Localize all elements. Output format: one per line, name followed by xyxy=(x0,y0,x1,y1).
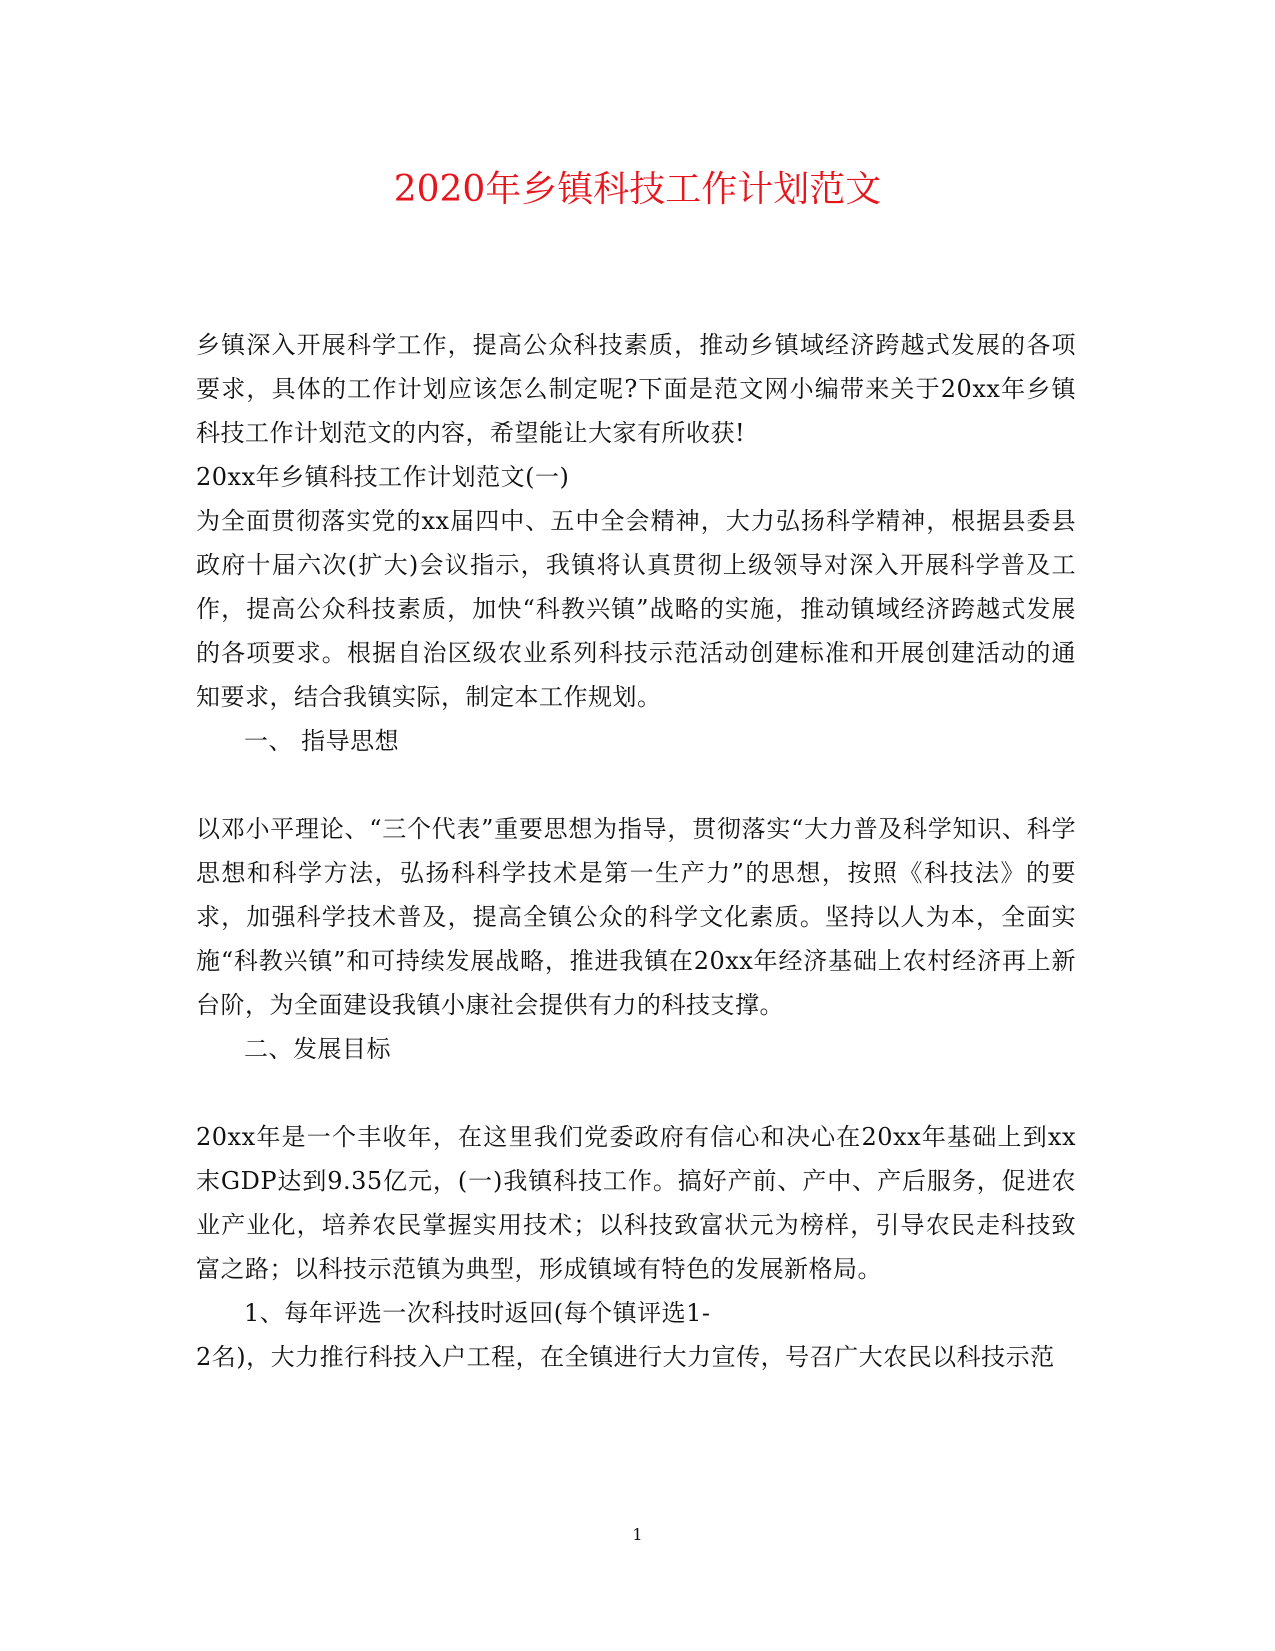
list-item-1-line-1: 1、每年评选一次科技时返回(每个镇评选1- xyxy=(244,1299,711,1327)
heading-development-goals: 二、发展目标 xyxy=(244,1035,391,1063)
page-number: 1 xyxy=(632,1525,643,1544)
spacer xyxy=(196,763,1076,807)
paragraph-2: 以邓小平理论、“三个代表”重要思想为指导，贯彻落实“大力普及科学知识、科学思想和科学方法，弘扬科科学技术是第一生产力”的思想，按照《科技法》的要求，加强科学技术普及，提高全镇公众的科学文化素质。坚持以人为本，全面实施“科教兴镇”和可持续发展战略，推进我镇在20xx年经济基础上农村经济再上新台阶，为全面建设我镇小康社会提供有力的科技支撑。 xyxy=(196,815,1076,1019)
paragraph-3: 20xx年是一个丰收年，在这里我们党委政府有信心和决心在20xx年基础上到xx末GDP达到9.35亿元，(一)我镇科技工作。搞好产前、产中、产后服务，促进农业产业化，培养农民掌握实用技术；以科技致富状元为榜样，引导农民走科技致富之路；以科技示范镇为典型，形成镇域有特色的发展新格局。 xyxy=(196,1123,1076,1283)
heading-guiding-ideology: 一、 指导思想 xyxy=(244,727,400,755)
document-body xyxy=(196,323,1076,1379)
spacer xyxy=(196,1071,1076,1115)
document-title: 2020年乡镇科技工作计划范文 xyxy=(393,169,882,210)
paragraph-1: 为全面贯彻落实党的xx届四中、五中全会精神，大力弘扬科学精神，根据县委县政府十届六次(扩大)会议指示，我镇将认真贯彻上级领导对深入开展科学普及工作，提高公众科技素质，加快“科教兴镇”战略的实施，推动镇域经济跨越式发展的各项要求。根据自治区级农业系列科技示范活动创建标准和开展创建活动的通知要求，结合我镇实际，制定本工作规划。 xyxy=(196,507,1076,711)
intro-paragraph: 乡镇深入开展科学工作，提高公众科技素质，推动乡镇域经济跨越式发展的各项要求，具体的工作计划应该怎么制定呢?下面是范文网小编带来关于20xx年乡镇科技工作计划范文的内容，希望能让大家有所收获! xyxy=(196,331,1076,447)
section-subtitle: 20xx年乡镇科技工作计划范文(一) xyxy=(196,463,570,491)
list-item-1-line-2: 2名)，大力推行科技入户工程，在全镇进行大力宣传，号召广大农民以科技示范 xyxy=(196,1343,1055,1371)
